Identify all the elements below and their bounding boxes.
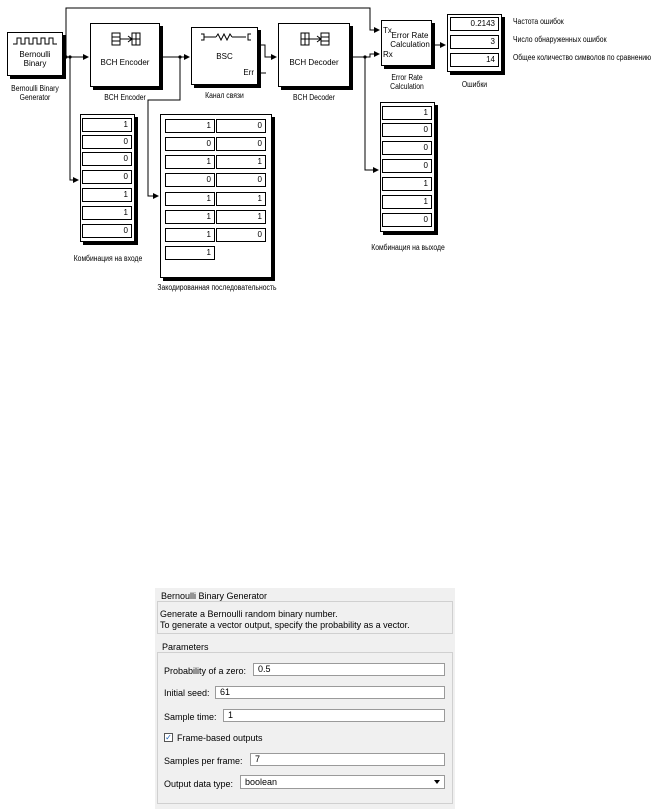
frame-based-checkbox[interactable]: ✓ [165, 733, 172, 742]
samples-per-frame-input[interactable]: 7 [250, 753, 445, 766]
output-value-6: 0 [382, 213, 432, 227]
dropdown-arrow-icon [434, 780, 440, 784]
compared-count-value: 14 [450, 53, 499, 67]
bch-encoder-block[interactable] [90, 23, 160, 87]
error-rate-value: 0.2143 [450, 17, 499, 31]
decoder-icon [300, 32, 330, 46]
input-value-1: 0 [82, 135, 132, 149]
frame-based-label: Frame-based outputs [177, 733, 263, 743]
encoded-c1-6: 1 [165, 228, 215, 242]
error-rate-caption: Error Rate Calculation [390, 73, 424, 91]
input-value-5: 1 [82, 206, 132, 220]
bch-encoder-title: BCH Encoder [100, 58, 150, 67]
output-value-4: 1 [382, 177, 432, 191]
input-value-0: 1 [82, 118, 132, 132]
input-value-6: 0 [82, 224, 132, 238]
encoded-c2-1: 0 [216, 137, 266, 151]
rx-port-label: Rx [383, 50, 393, 59]
error-rate-title: Error Rate Calculation [390, 31, 430, 49]
bch-decoder-block[interactable] [278, 23, 350, 87]
compared-count-text: Общее количество символов по сравнению [513, 53, 652, 62]
encoded-c2-0: 0 [216, 119, 266, 133]
output-display-caption: Комбинация на выходе [371, 243, 445, 252]
bch-encoder-caption: BCH Encoder [104, 93, 146, 102]
bsc-title: BSC [216, 52, 233, 61]
parameters-title: Parameters [162, 642, 209, 652]
channel-icon [200, 32, 252, 44]
encoded-c1-0: 1 [165, 119, 215, 133]
samples-per-frame-label: Samples per frame: [164, 756, 243, 766]
prob-zero-input[interactable]: 0.5 [253, 663, 445, 676]
output-value-3: 0 [382, 159, 432, 173]
output-value-0: 1 [382, 106, 432, 120]
errors-display-caption: Ошибки [461, 80, 488, 89]
input-value-4: 1 [82, 188, 132, 202]
bsc-err-port-label: Err [243, 68, 254, 77]
input-display-caption: Комбинация на входе [73, 254, 143, 263]
output-type-value: boolean [245, 777, 278, 787]
tx-port-label: Tx [383, 26, 392, 35]
seed-input[interactable]: 61 [215, 686, 445, 699]
output-value-2: 0 [382, 141, 432, 155]
seed-label: Initial seed: [164, 688, 210, 698]
sample-time-input[interactable]: 1 [223, 709, 445, 722]
encoded-c1-2: 1 [165, 155, 215, 169]
block-parameters-dialog [155, 588, 455, 809]
output-value-1: 0 [382, 123, 432, 137]
sample-time-label: Sample time: [164, 712, 217, 722]
error-rate-calculation-block[interactable] [381, 20, 432, 66]
bernoulli-block-caption: Bernoulli Binary Generator [11, 84, 59, 102]
encoded-c1-1: 0 [165, 137, 215, 151]
output-type-select[interactable] [240, 775, 445, 789]
error-rate-text: Частота ошибок [513, 17, 564, 26]
bsc-channel-block[interactable] [191, 27, 258, 85]
encoded-c2-3: 0 [216, 173, 266, 187]
bsc-caption: Канал связи [205, 91, 244, 100]
output-type-label: Output data type: [164, 779, 234, 789]
encoded-c2-4: 1 [216, 192, 266, 206]
bch-decoder-title: BCH Decoder [289, 58, 339, 67]
error-count-text: Число обнаруженных ошибок [513, 35, 607, 44]
input-value-3: 0 [82, 170, 132, 184]
description-line-1: Generate a Bernoulli random binary number. [160, 609, 338, 619]
bernoulli-block-title: Bernoulli Binary [19, 50, 51, 68]
output-value-5: 1 [382, 195, 432, 209]
description-line-2: To generate a vector output, specify the probability as a vector. [160, 620, 410, 630]
encoded-c1-3: 0 [165, 173, 215, 187]
bch-decoder-caption: BCH Decoder [293, 93, 335, 102]
encoded-c2-5: 1 [216, 210, 266, 224]
encoded-c2-6: 0 [216, 228, 266, 242]
encoded-c1-7: 1 [165, 246, 215, 260]
pulse-wave-icon [12, 36, 58, 46]
input-value-2: 0 [82, 152, 132, 166]
encoder-icon [111, 32, 141, 46]
encoded-display-caption: Закодированная последовательность [157, 283, 277, 292]
encoded-c2-2: 1 [216, 155, 266, 169]
bernoulli-binary-generator-block[interactable] [7, 32, 63, 76]
error-count-value: 3 [450, 35, 499, 49]
prob-zero-label: Probability of a zero: [164, 666, 247, 676]
encoded-c1-5: 1 [165, 210, 215, 224]
encoded-c1-4: 1 [165, 192, 215, 206]
dialog-block-title: Bernoulli Binary Generator [161, 591, 268, 601]
